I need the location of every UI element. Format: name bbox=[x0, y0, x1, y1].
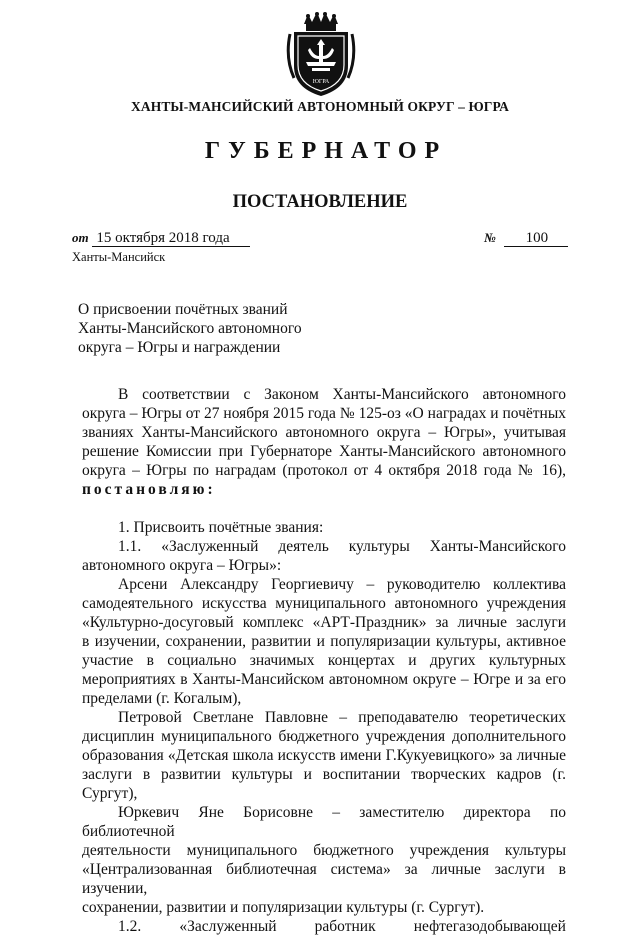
sub2-word: «Заслуженный bbox=[179, 918, 277, 935]
document-date: 15 октября 2018 года bbox=[92, 231, 249, 247]
date-prefix: от bbox=[72, 230, 89, 245]
preamble-line: решение Комиссии при Губернаторе Ханты-Мансийского автономного bbox=[82, 443, 566, 460]
coat-of-arms-emblem bbox=[284, 12, 358, 98]
preamble-line: В соответствии с Законом Ханты-Мансийского автономного bbox=[118, 386, 566, 403]
region-title: ХАНТЫ-МАНСИЙСКИЙ АВТОНОМНЫЙ ОКРУГ – ЮГРА bbox=[131, 99, 509, 114]
document-number: 100 bbox=[504, 231, 569, 247]
crest-text: ЮГРА bbox=[312, 79, 330, 85]
person3-line: деятельности муниципального бюджетного учреждения культуры bbox=[82, 842, 566, 859]
sub2-line bbox=[82, 917, 566, 936]
person1-line: самодеятельного искусства муниципального автономного учреждения bbox=[82, 595, 566, 612]
resolve-word: постановляю: bbox=[82, 481, 216, 498]
sub2-word: работник bbox=[314, 918, 376, 935]
person1-line: мероприятиях в Ханты-Мансийском автономном округе – Югре и за его bbox=[82, 671, 566, 688]
preamble-line: званиях Ханты-Мансийского автономного округа – Югры», учитывая bbox=[82, 424, 566, 441]
document-subject bbox=[78, 300, 378, 357]
subject-line: О присвоении почётных званий bbox=[78, 301, 288, 318]
person1-line: «Культурно-досуговый комплекс «АРТ-Праздник» за личные заслуги bbox=[82, 614, 566, 631]
sub2-word: 1.2. bbox=[118, 918, 142, 935]
date-line bbox=[72, 230, 250, 247]
person3-line: сохранении, развитии и популяризации культуры (г. Сургут). bbox=[82, 899, 485, 916]
person2-line: заслуги в развитии культуры и воспитании творческих кадров (г. Сургут), bbox=[82, 766, 566, 802]
sub1-line: автономного округа – Югры»: bbox=[82, 557, 282, 574]
subject-line: Ханты-Мансийского автономного bbox=[78, 320, 302, 337]
city: Ханты-Мансийск bbox=[72, 250, 166, 264]
person3-line: «Централизованная библиотечная система» за личные заслуги в изучении, bbox=[82, 861, 566, 897]
authority-title: ГУБЕРНАТОР bbox=[204, 138, 448, 164]
sub2-word: нефтегазодобывающей bbox=[413, 918, 566, 935]
person2-line: образования «Детская школа искусств имени Г.Кукуевицкого» за личные bbox=[82, 747, 566, 764]
person1-line: пределами (г. Когалым), bbox=[82, 690, 242, 707]
person1-line: участие в социально значимых концертах и других культурных bbox=[82, 652, 566, 669]
document-body bbox=[82, 385, 566, 936]
preamble-line: округа – Югры по наградам (протокол от 4 октября 2018 года № 16), bbox=[82, 462, 566, 479]
person3-line: Юркевич Яне Борисовне – заместителю директора по библиотечной bbox=[82, 804, 566, 840]
preamble-line: округа – Югры от 27 ноября 2015 года № 125-оз «О наградах и почётных bbox=[82, 405, 566, 422]
document-type: ПОСТАНОВЛЕНИЕ bbox=[232, 192, 408, 212]
person2-line: дисциплин муниципального бюджетного учреждения дополнительного bbox=[82, 728, 566, 745]
number-prefix: № bbox=[484, 230, 496, 245]
subject-line: округа – Югры и награждении bbox=[78, 339, 281, 356]
item1-heading: 1. Присвоить почётные звания: bbox=[118, 519, 324, 536]
person1-line: Арсени Александру Георгиевичу – руководителю коллектива bbox=[118, 576, 566, 593]
person2-line: Петровой Светлане Павловне – преподавателю теоретических bbox=[118, 709, 566, 726]
sub1-line: 1.1. «Заслуженный деятель культуры Ханты-Мансийского bbox=[118, 538, 566, 555]
number-line bbox=[484, 230, 568, 247]
person1-line: в изучении, сохранении, развитии и популяризации культуры, активное bbox=[82, 633, 566, 650]
